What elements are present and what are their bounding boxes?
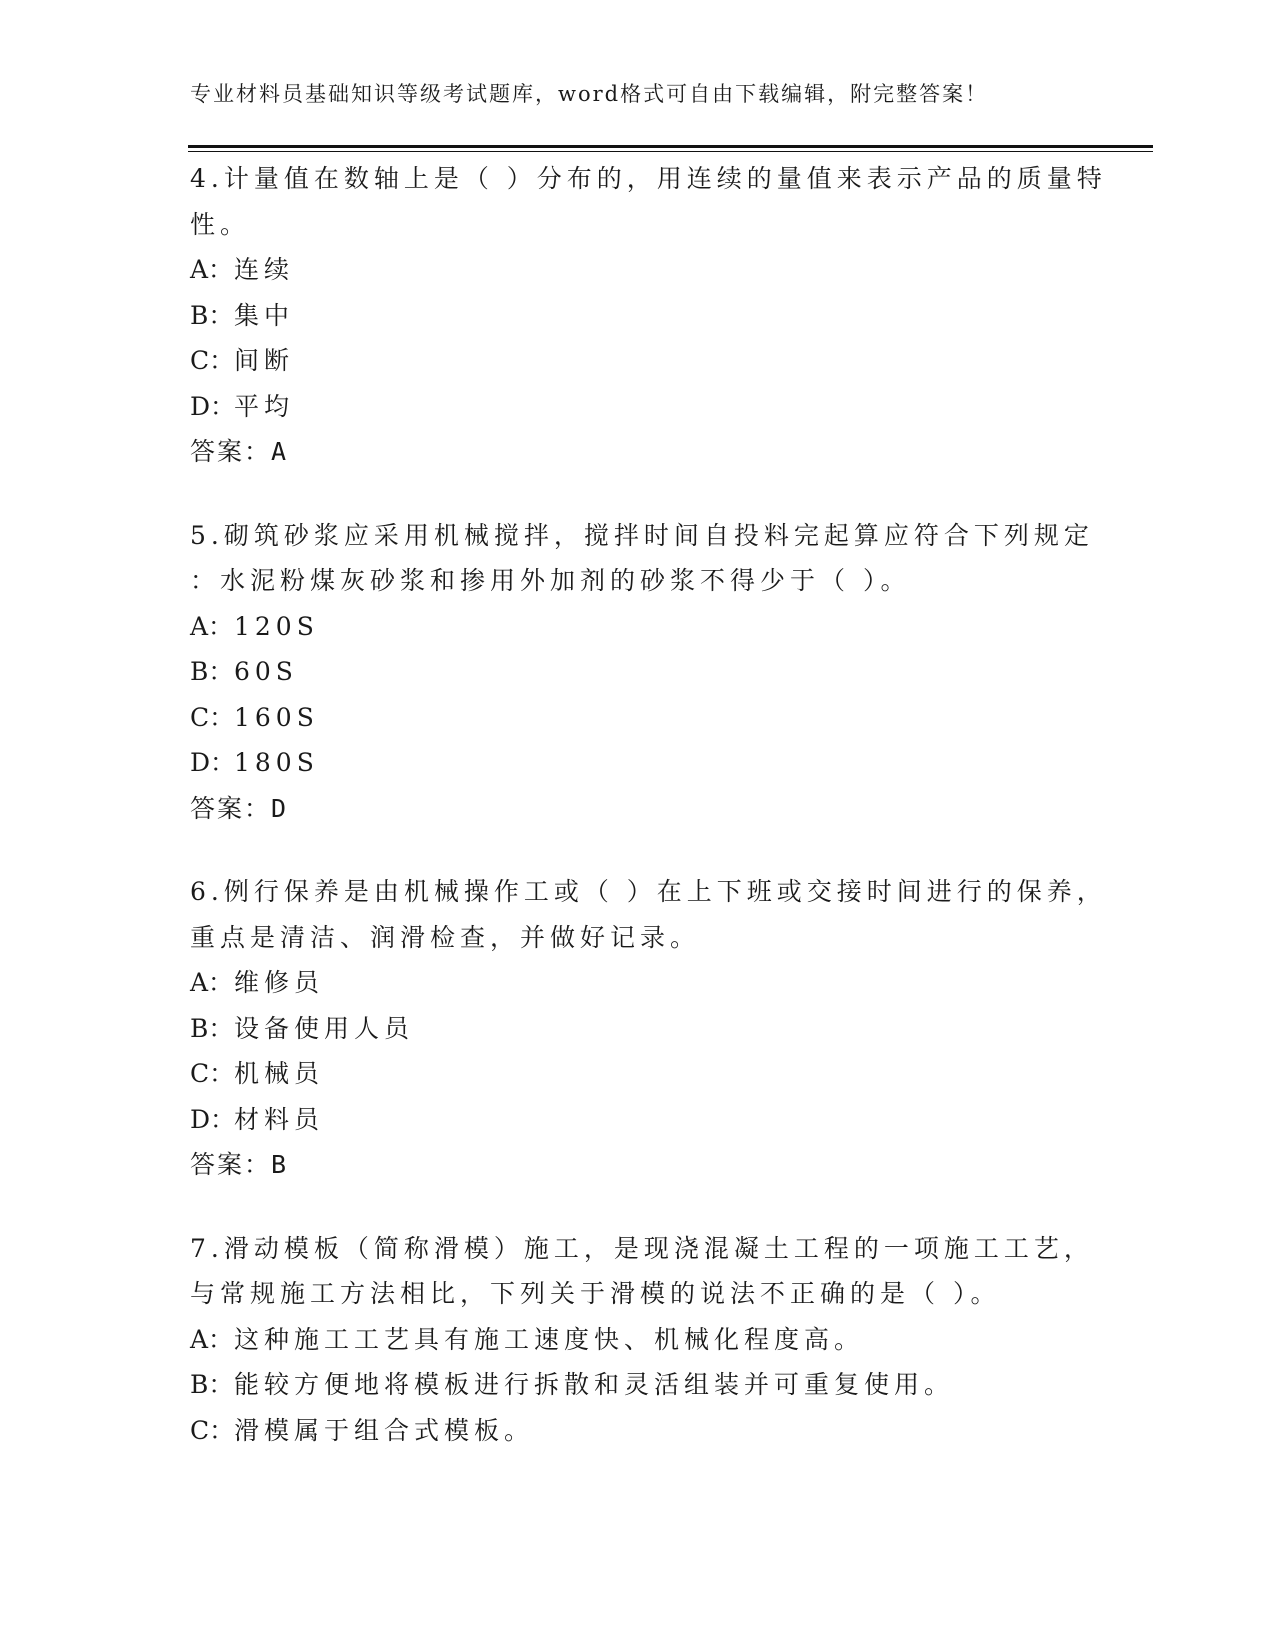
option-b	[190, 1006, 1090, 1052]
option-key: C：	[190, 346, 235, 375]
question-4	[190, 156, 1107, 475]
question-stem-line: 6.例行保养是由机械操作工或（ ）在上下班或交接时间进行的保养，	[190, 877, 1107, 906]
option-key: B：	[190, 657, 234, 686]
question-7	[190, 1226, 1094, 1454]
answer-label: 答案：	[190, 793, 272, 823]
answer-row	[190, 786, 1090, 832]
option-a	[190, 960, 1090, 1006]
option-key: C：	[190, 1415, 235, 1445]
option-key: A：	[190, 611, 234, 641]
option-key: C：	[190, 1059, 235, 1088]
option-d	[190, 740, 1090, 786]
option-c	[190, 338, 1090, 384]
option-a	[190, 604, 1090, 650]
option-text: 180S	[234, 748, 319, 777]
answer-row	[190, 429, 1090, 475]
question-5	[190, 513, 1094, 832]
answer-value: A	[271, 437, 287, 466]
question-stem-line: 7.滑动模板（简称滑模）施工，是现浇混凝土工程的一项施工工艺，	[190, 1233, 1094, 1263]
option-text: 机械员	[234, 1059, 325, 1088]
option-text: 维修员	[234, 968, 325, 997]
document-header: 专业材料员基础知识等级考试题库，word格式可自由下载编辑，附完整答案！	[190, 82, 989, 106]
option-a	[190, 1317, 1090, 1363]
answer-label: 答案：	[190, 437, 272, 466]
option-c	[190, 1408, 1090, 1454]
answer-row	[190, 1142, 1090, 1188]
option-text: 120S	[234, 611, 319, 641]
option-key: A：	[190, 968, 234, 997]
option-text: 间断	[234, 346, 295, 375]
option-text: 设备使用人员	[234, 1013, 415, 1043]
option-text: 材料员	[234, 1104, 325, 1134]
question-stem-line: 4.计量值在数轴上是（ ）分布的，用连续的量值来表示产品的质量特	[190, 164, 1107, 193]
option-text: 60S	[234, 657, 298, 686]
option-text: 滑模属于组合式模板。	[234, 1415, 535, 1445]
header-rule-thick	[188, 145, 1153, 148]
option-text: 160S	[234, 702, 319, 732]
answer-value: B	[271, 1150, 287, 1179]
option-key: B：	[190, 300, 234, 330]
option-key: B：	[190, 1013, 234, 1043]
option-text: 能较方便地将模板进行拆散和灵活组装并可重复使用。	[234, 1370, 955, 1399]
option-key: A：	[190, 1324, 234, 1354]
question-6	[190, 869, 1107, 1188]
option-key: A：	[190, 255, 234, 284]
answer-value: D	[271, 793, 287, 823]
answer-label: 答案：	[190, 1150, 272, 1179]
option-text: 集中	[234, 300, 295, 330]
option-b	[190, 649, 1090, 695]
question-stem-line: 性。	[190, 209, 251, 239]
option-key: D：	[190, 748, 236, 777]
option-key: C：	[190, 702, 235, 732]
option-key: D：	[190, 1104, 236, 1134]
option-a	[190, 247, 1090, 293]
question-stem-line: ：水泥粉煤灰砂浆和掺用外加剂的砂浆不得少于（ ）。	[190, 566, 911, 595]
option-d	[190, 1097, 1090, 1143]
option-c	[190, 695, 1090, 741]
question-stem-line: 重点是清洁、润滑检查，并做好记录。	[190, 922, 701, 952]
option-c	[190, 1051, 1090, 1097]
header-rule-thin	[188, 151, 1153, 152]
option-text: 连续	[234, 255, 295, 284]
option-d	[190, 384, 1090, 430]
option-b	[190, 293, 1090, 339]
option-b	[190, 1362, 1090, 1408]
question-stem-line: 5.砌筑砂浆应采用机械搅拌，搅拌时间自投料完起算应符合下列规定	[190, 520, 1094, 550]
option-text: 这种施工工艺具有施工速度快、机械化程度高。	[234, 1324, 865, 1354]
question-list	[190, 156, 1107, 1491]
option-text: 平均	[234, 391, 295, 421]
option-key: B：	[190, 1370, 234, 1399]
option-key: D：	[190, 391, 236, 421]
question-stem-line: 与常规施工方法相比，下列关于滑模的说法不正确的是（ ）。	[190, 1279, 1001, 1308]
